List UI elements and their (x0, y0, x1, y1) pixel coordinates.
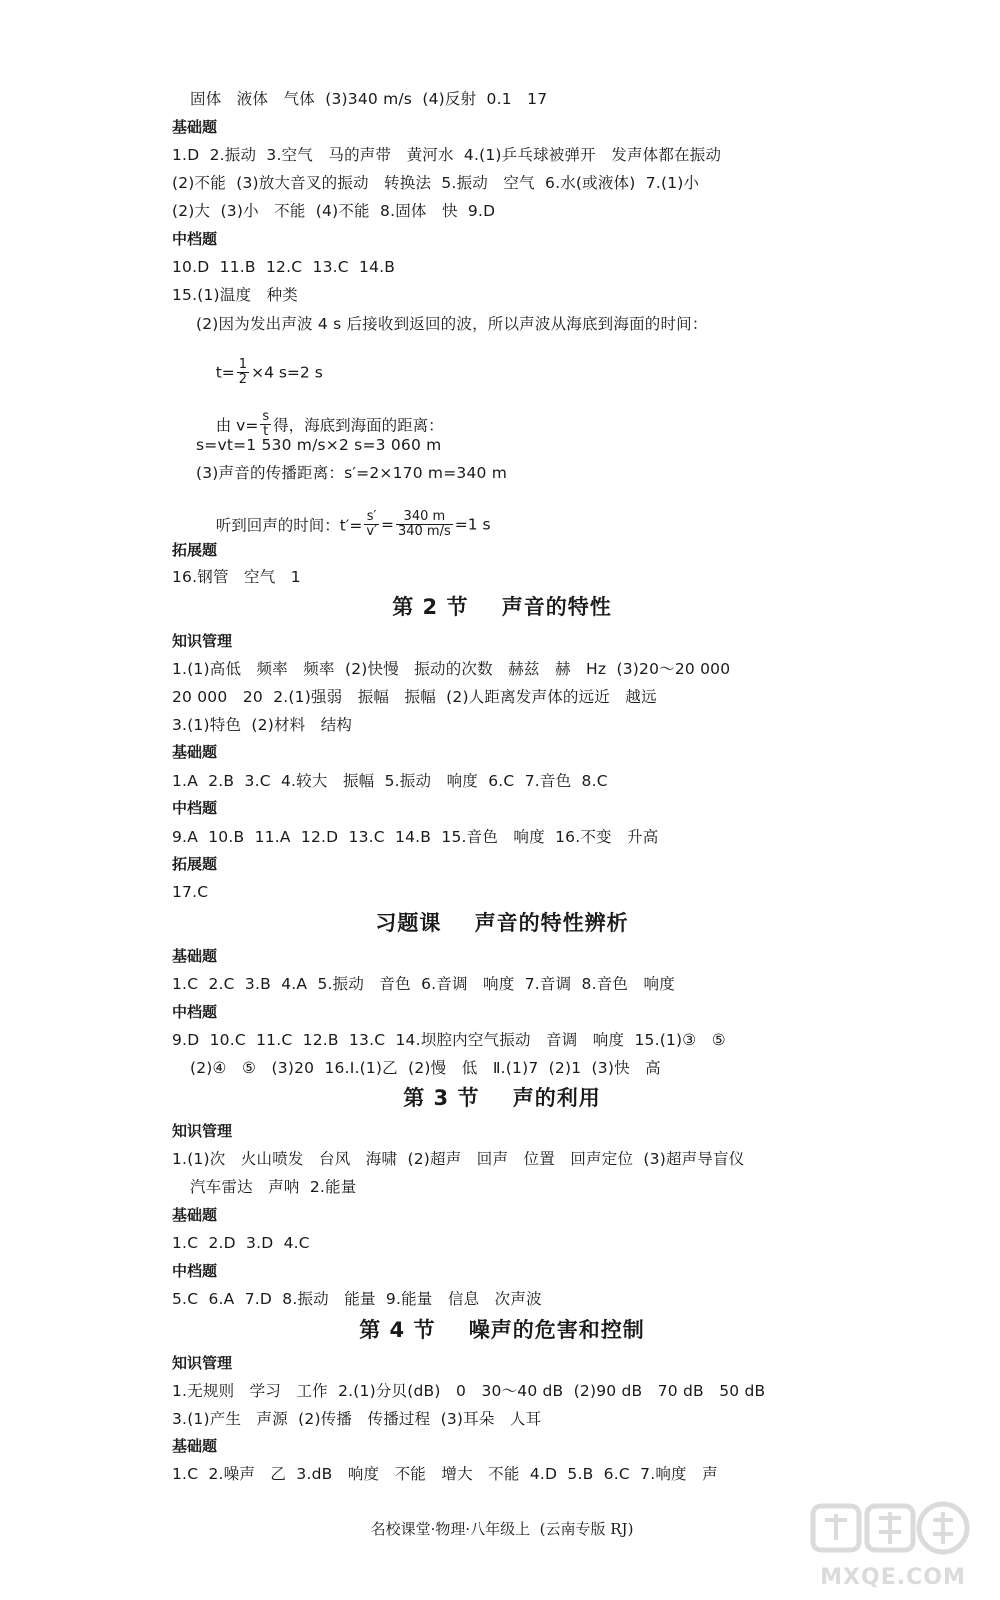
fraction (364, 510, 379, 539)
answer-line: 16.钢管 空气 1 (172, 568, 301, 586)
answer-line: (2)大 (3)小 不能 (4)不能 8.固体 快 9.D (172, 202, 496, 220)
section-label: 中档题 (172, 1003, 218, 1021)
section-label: 中档题 (172, 1262, 218, 1280)
answer-line: 15.(1)温度 种类 (172, 286, 298, 304)
answer-line: 固体 液体 气体 (3)340 m/s (4)反射 0.1 17 (190, 90, 548, 108)
watermark-text: MXQE.COM (820, 1565, 966, 1590)
answer-line: 17.C (172, 883, 209, 901)
answer-line: (2)不能 (3)放大音叉的振动 转换法 5.振动 空气 6.水(或液体) 7.(1)小 (172, 174, 700, 192)
section-heading: 习题课 声音的特性辨析 (375, 911, 629, 935)
fraction-numerator: 340 m (396, 510, 453, 525)
answer-line: (3)声音的传播距离：s′=2×170 m=340 m (196, 464, 507, 482)
formula-text: ×4 s=2 s (251, 363, 323, 382)
answer-line: 3.(1)产生 声源 (2)传播 传播过程 (3)耳朵 人耳 (172, 1410, 542, 1428)
section-label: 知识管理 (172, 1122, 233, 1140)
section-label: 拓展题 (172, 855, 218, 873)
section-label: 基础题 (172, 1437, 218, 1455)
section-label: 基础题 (172, 118, 218, 136)
fraction-numerator: 1 (238, 357, 248, 372)
watermark-logo (805, 1500, 980, 1595)
answer-line: s=vt=1 530 m/s×2 s=3 060 m (196, 436, 442, 454)
formula-text: 得，海底到海面的距离： (273, 416, 444, 435)
fraction-denominator: t (263, 424, 269, 439)
formula-text: t= (215, 363, 235, 382)
formula-text: 由 v= (215, 416, 259, 435)
section-label: 拓展题 (172, 541, 218, 559)
formula-line (196, 492, 491, 557)
answer-line: 1.A 2.B 3.C 4.较大 振幅 5.振动 响度 6.C 7.音色 8.C (172, 772, 608, 790)
page-footer: 名校课堂·物理·八年级上 (云南专版 RJ) (370, 1520, 634, 1538)
answer-line: 1.C 2.D 3.D 4.C (172, 1234, 310, 1252)
answer-line: 9.D 10.C 11.C 12.B 13.C 14.坝腔内空气振动 音调 响度 15.(1)③ ⑤ (172, 1031, 726, 1049)
answer-line: 20 000 20 2.(1)强弱 振幅 振幅 (2)人距离发声体的远近 越远 (172, 688, 657, 706)
answer-line: 1.(1)高低 频率 频率 (2)快慢 振动的次数 赫兹 赫 Hz (3)20～20 000 (172, 660, 731, 678)
section-label: 基础题 (172, 1206, 218, 1224)
section-heading: 第 3 节 声的利用 (403, 1086, 601, 1110)
fraction (396, 510, 453, 539)
section-label: 知识管理 (172, 632, 233, 650)
formula-text: 听到回声的时间：t′= (215, 516, 363, 535)
formula-text: =1 s (454, 515, 491, 534)
answer-line: 1.(1)次 火山喷发 台风 海啸 (2)超声 回声 位置 回声定位 (3)超声导盲仪 (172, 1150, 745, 1168)
answer-line: 3.(1)特色 (2)材料 结构 (172, 716, 353, 734)
answer-line: 10.D 11.B 12.C 13.C 14.B (172, 258, 396, 276)
formula-text: = (380, 515, 394, 534)
watermark-emblem-icon (813, 1504, 967, 1552)
fraction (237, 358, 249, 387)
section-label: 基础题 (172, 947, 218, 965)
answer-line: 汽车雷达 声呐 2.能量 (190, 1178, 357, 1196)
section-label: 中档题 (172, 799, 218, 817)
answer-line: 1.无规则 学习 工作 2.(1)分贝(dB) 0 30～40 dB (2)90 dB 70 dB 50 dB (172, 1382, 766, 1400)
fraction-denominator: 340 m/s (397, 524, 451, 539)
answer-line: (2)因为发出声波 4 s 后接收到返回的波，所以声波从海底到海面的时间： (196, 315, 708, 333)
answer-line: (2)④ ⑤ (3)20 16.Ⅰ.(1)乙 (2)慢 低 Ⅱ.(1)7 (2)1 (3)快 高 (190, 1059, 661, 1077)
section-heading: 第 2 节 声音的特性 (392, 595, 612, 619)
section-label: 知识管理 (172, 1354, 233, 1372)
fraction-numerator: s′ (364, 510, 379, 525)
answer-line: 1.D 2.振动 3.空气 马的声带 黄河水 4.(1)乒乓球被弹开 发声体都在振动 (172, 146, 722, 164)
section-label: 中档题 (172, 230, 218, 248)
answer-line: 5.C 6.A 7.D 8.振动 能量 9.能量 信息 次声波 (172, 1290, 542, 1308)
answer-line: 9.A 10.B 11.A 12.D 13.C 14.B 15.音色 响度 16.不变 升高 (172, 828, 659, 846)
fraction-numerator: s (262, 409, 270, 424)
answer-line: 1.C 2.噪声 乙 3.dB 响度 不能 增大 不能 4.D 5.B 6.C 7.响度 声 (172, 1465, 718, 1483)
answer-line: 1.C 2.C 3.B 4.A 5.振动 音色 6.音调 响度 7.音调 8.音色 响度 (172, 975, 675, 993)
section-heading: 第 4 节 噪声的危害和控制 (359, 1318, 645, 1342)
section-label: 基础题 (172, 743, 218, 761)
fraction-denominator: v′ (366, 524, 377, 539)
fraction-denominator: 2 (238, 372, 248, 387)
